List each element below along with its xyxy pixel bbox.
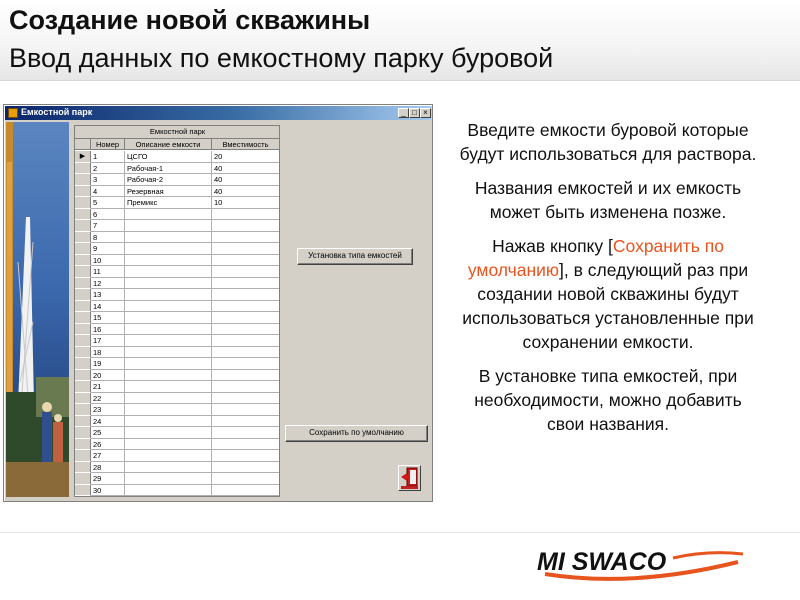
minimize-button[interactable]: _ — [398, 108, 409, 118]
table-row[interactable] — [75, 404, 280, 416]
cell-capacity[interactable] — [212, 312, 280, 324]
cell-number[interactable]: 9 — [91, 243, 125, 255]
instruction-paragraph-2: Названия емкостей и их емкость может быть изменена позже. — [474, 178, 742, 222]
cell-capacity[interactable] — [212, 358, 280, 370]
cell-number[interactable]: 12 — [91, 278, 125, 290]
drilling-rig-photo — [6, 122, 69, 497]
cell-description[interactable] — [125, 485, 212, 497]
window-titlebar[interactable] — [5, 106, 431, 120]
cell-number[interactable]: 20 — [91, 370, 125, 382]
cell-capacity[interactable] — [212, 404, 280, 416]
footer-divider — [0, 532, 800, 533]
table-row[interactable] — [75, 485, 280, 497]
cell-description[interactable] — [125, 416, 212, 428]
table-row[interactable] — [75, 163, 280, 175]
instruction-3-before: Нажав кнопку [ — [492, 236, 613, 256]
cell-capacity[interactable] — [212, 335, 280, 347]
instruction-3-after: ], в следующий раз при создании новой скважины будут использоваться установленные при сохранении емкости. — [462, 260, 754, 352]
table-row[interactable] — [75, 450, 280, 462]
cell-description[interactable] — [125, 450, 212, 462]
column-number-header[interactable]: Номер — [91, 139, 125, 150]
cell-description[interactable] — [125, 404, 212, 416]
tank-park-window — [3, 104, 433, 502]
cell-description[interactable] — [125, 324, 212, 336]
cell-capacity[interactable]: 20 — [212, 151, 280, 163]
cell-description[interactable]: Премикс — [125, 197, 212, 209]
cell-capacity[interactable]: 40 — [212, 174, 280, 186]
cell-description[interactable] — [125, 312, 212, 324]
row-indicator[interactable] — [75, 312, 91, 324]
instructions-text — [458, 118, 758, 446]
cell-description[interactable] — [125, 232, 212, 244]
row-indicator[interactable] — [75, 381, 91, 393]
row-indicator[interactable] — [75, 220, 91, 232]
row-indicator[interactable] — [75, 278, 91, 290]
cell-number[interactable]: 4 — [91, 186, 125, 198]
column-description-header[interactable]: Описание емкости — [125, 139, 212, 150]
current-row-indicator[interactable]: ▶ — [75, 151, 91, 163]
cell-capacity[interactable] — [212, 473, 280, 485]
save-default-button[interactable]: Сохранить по умолчанию — [285, 425, 428, 442]
cell-number[interactable]: 18 — [91, 347, 125, 359]
cell-capacity[interactable] — [212, 301, 280, 313]
cell-capacity[interactable] — [212, 255, 280, 267]
cell-capacity[interactable] — [212, 439, 280, 451]
row-indicator[interactable] — [75, 186, 91, 198]
cell-capacity[interactable] — [212, 243, 280, 255]
mi-swaco-logo — [533, 544, 753, 584]
cell-description[interactable] — [125, 243, 212, 255]
cell-number[interactable]: 8 — [91, 232, 125, 244]
cell-capacity[interactable] — [212, 462, 280, 474]
table-row[interactable] — [75, 197, 280, 209]
cell-number[interactable]: 29 — [91, 473, 125, 485]
row-indicator[interactable] — [75, 347, 91, 359]
grid-indicator-header — [75, 139, 91, 150]
table-row[interactable] — [75, 151, 280, 163]
row-indicator[interactable] — [75, 163, 91, 175]
cell-number[interactable]: 1 — [91, 151, 125, 163]
cell-number[interactable]: 16 — [91, 324, 125, 336]
cell-number[interactable]: 30 — [91, 485, 125, 497]
close-button[interactable]: × — [420, 108, 431, 118]
cell-number[interactable]: 23 — [91, 404, 125, 416]
cell-number[interactable]: 21 — [91, 381, 125, 393]
cell-number[interactable]: 11 — [91, 266, 125, 278]
cell-description[interactable] — [125, 473, 212, 485]
row-indicator[interactable] — [75, 255, 91, 267]
exit-door-icon — [399, 466, 420, 490]
table-row[interactable] — [75, 220, 280, 232]
cell-number[interactable]: 15 — [91, 312, 125, 324]
cell-capacity[interactable] — [212, 450, 280, 462]
row-indicator[interactable] — [75, 301, 91, 313]
row-indicator[interactable] — [75, 462, 91, 474]
cell-description[interactable]: Резервная — [125, 186, 212, 198]
cell-number[interactable]: 10 — [91, 255, 125, 267]
cell-number[interactable]: 17 — [91, 335, 125, 347]
cell-capacity[interactable] — [212, 393, 280, 405]
cell-number[interactable]: 3 — [91, 174, 125, 186]
exit-button[interactable] — [398, 465, 421, 491]
row-indicator[interactable] — [75, 232, 91, 244]
table-row[interactable] — [75, 266, 280, 278]
cell-capacity[interactable] — [212, 485, 280, 497]
cell-description[interactable] — [125, 255, 212, 267]
table-row[interactable] — [75, 473, 280, 485]
cell-capacity[interactable] — [212, 266, 280, 278]
cell-capacity[interactable]: 10 — [212, 197, 280, 209]
cell-number[interactable]: 5 — [91, 197, 125, 209]
cell-description[interactable] — [125, 393, 212, 405]
cell-capacity[interactable] — [212, 347, 280, 359]
cell-capacity[interactable] — [212, 289, 280, 301]
app-icon — [8, 108, 18, 118]
row-indicator[interactable] — [75, 439, 91, 451]
table-row[interactable] — [75, 232, 280, 244]
slide-subtitle: Ввод данных по емкостному парку буровой — [9, 43, 554, 73]
table-row[interactable] — [75, 255, 280, 267]
instruction-paragraph-1: Введите емкости буровой которые будут использоваться для раствора. — [459, 120, 757, 164]
cell-number[interactable]: 6 — [91, 209, 125, 221]
cell-description[interactable] — [125, 335, 212, 347]
cell-number[interactable]: 2 — [91, 163, 125, 175]
grid-group-header: Емкостной парк — [75, 126, 280, 139]
cell-description[interactable]: Рабочая-1 — [125, 163, 212, 175]
save-default-highlight: Сохранить по умолчанию — [467, 236, 724, 280]
table-row[interactable] — [75, 381, 280, 393]
table-row[interactable] — [75, 370, 280, 382]
cell-description[interactable]: Рабочая-2 — [125, 174, 212, 186]
table-row[interactable] — [75, 312, 280, 324]
cell-number[interactable]: 19 — [91, 358, 125, 370]
row-indicator[interactable] — [75, 473, 91, 485]
row-indicator[interactable] — [75, 404, 91, 416]
table-row[interactable] — [75, 301, 280, 313]
row-indicator[interactable] — [75, 243, 91, 255]
row-indicator[interactable] — [75, 358, 91, 370]
row-indicator[interactable] — [75, 197, 91, 209]
cell-capacity[interactable]: 40 — [212, 163, 280, 175]
cell-capacity[interactable] — [212, 427, 280, 439]
cell-number[interactable]: 7 — [91, 220, 125, 232]
row-indicator[interactable] — [75, 450, 91, 462]
row-indicator[interactable] — [75, 485, 91, 497]
row-indicator[interactable] — [75, 416, 91, 428]
set-tank-type-button[interactable]: Установка типа емкостей — [297, 248, 413, 265]
instruction-paragraph-3 — [458, 234, 758, 354]
instruction-paragraph-4: В установке типа емкостей, при необходимости, можно добавить свои названия. — [474, 366, 742, 434]
table-row[interactable] — [75, 289, 280, 301]
row-indicator[interactable] — [75, 324, 91, 336]
row-indicator[interactable] — [75, 209, 91, 221]
row-indicator[interactable] — [75, 393, 91, 405]
table-row[interactable] — [75, 324, 280, 336]
table-row[interactable] — [75, 439, 280, 451]
cell-capacity[interactable] — [212, 324, 280, 336]
tank-grid[interactable] — [74, 125, 280, 497]
cell-description[interactable] — [125, 289, 212, 301]
cell-number[interactable]: 28 — [91, 462, 125, 474]
cell-capacity[interactable] — [212, 370, 280, 382]
cell-description[interactable] — [125, 427, 212, 439]
cell-number[interactable]: 24 — [91, 416, 125, 428]
table-row[interactable] — [75, 278, 280, 290]
cell-capacity[interactable] — [212, 381, 280, 393]
svg-text:MI SWACO: MI SWACO — [537, 548, 667, 576]
cell-description[interactable] — [125, 209, 212, 221]
table-row[interactable] — [75, 335, 280, 347]
cell-number[interactable]: 27 — [91, 450, 125, 462]
table-row[interactable] — [75, 358, 280, 370]
table-row[interactable] — [75, 174, 280, 186]
cell-description[interactable] — [125, 266, 212, 278]
row-indicator[interactable] — [75, 335, 91, 347]
row-indicator[interactable] — [75, 370, 91, 382]
cell-description[interactable] — [125, 381, 212, 393]
cell-number[interactable]: 26 — [91, 439, 125, 451]
cell-capacity[interactable] — [212, 220, 280, 232]
cell-description[interactable] — [125, 278, 212, 290]
cell-description[interactable] — [125, 301, 212, 313]
cell-capacity[interactable] — [212, 278, 280, 290]
cell-number[interactable]: 25 — [91, 427, 125, 439]
slide-title: Создание новой скважины — [9, 5, 371, 35]
table-row[interactable] — [75, 209, 280, 221]
table-row[interactable] — [75, 186, 280, 198]
cell-description[interactable]: ЦСГО — [125, 151, 212, 163]
table-row[interactable] — [75, 416, 280, 428]
cell-description[interactable] — [125, 439, 212, 451]
table-row[interactable] — [75, 347, 280, 359]
cell-capacity[interactable] — [212, 416, 280, 428]
cell-description[interactable] — [125, 462, 212, 474]
cell-number[interactable]: 14 — [91, 301, 125, 313]
cell-number[interactable]: 13 — [91, 289, 125, 301]
slide-header — [0, 0, 800, 81]
cell-description[interactable] — [125, 220, 212, 232]
cell-capacity[interactable] — [212, 209, 280, 221]
table-row[interactable] — [75, 427, 280, 439]
cell-description[interactable] — [125, 358, 212, 370]
column-capacity-header[interactable]: Вместимость — [212, 139, 280, 150]
cell-description[interactable] — [125, 370, 212, 382]
cell-capacity[interactable]: 40 — [212, 186, 280, 198]
window-title: Емкостной парк — [21, 107, 93, 117]
cell-description[interactable] — [125, 347, 212, 359]
row-indicator[interactable] — [75, 289, 91, 301]
table-row[interactable] — [75, 243, 280, 255]
table-row[interactable] — [75, 462, 280, 474]
cell-number[interactable]: 22 — [91, 393, 125, 405]
cell-capacity[interactable] — [212, 232, 280, 244]
row-indicator[interactable] — [75, 266, 91, 278]
maximize-button[interactable]: □ — [409, 108, 420, 118]
row-indicator[interactable] — [75, 174, 91, 186]
row-indicator[interactable] — [75, 427, 91, 439]
table-row[interactable] — [75, 393, 280, 405]
